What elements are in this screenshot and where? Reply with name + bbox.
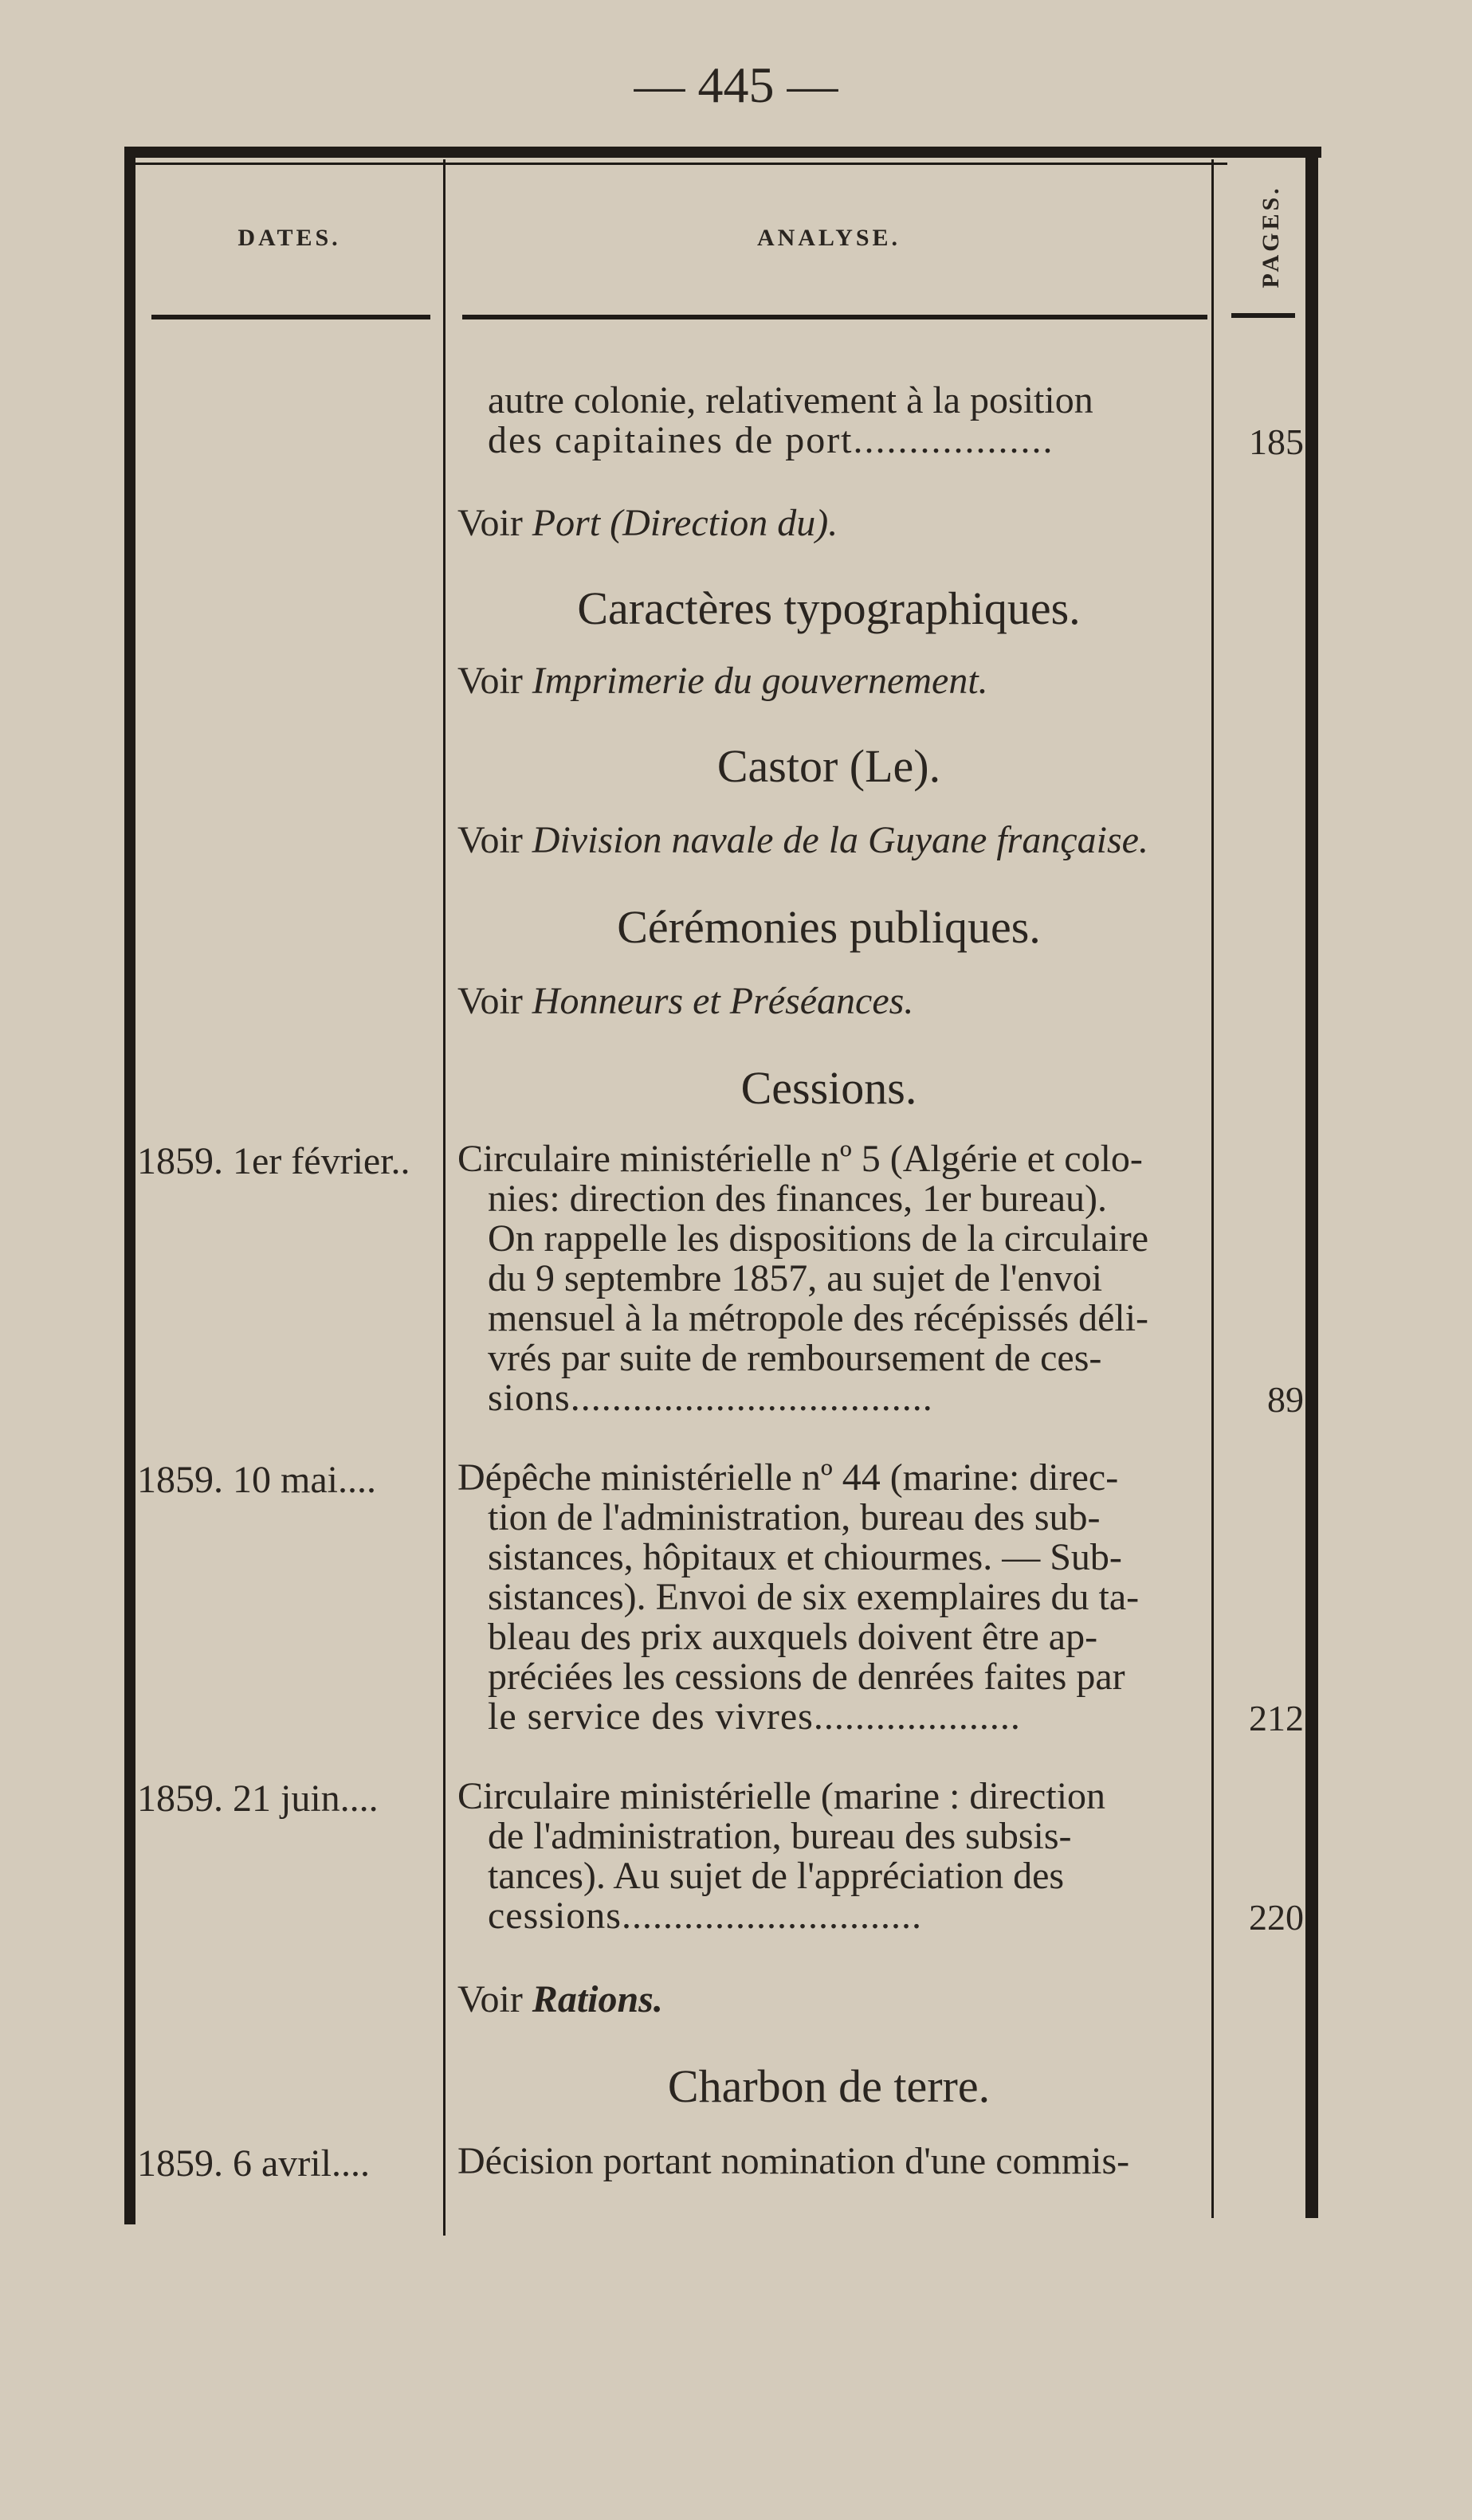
entry-date: 1859. 1er février..: [137, 1140, 410, 1182]
entry-line: préciées les cessions de denrées faites par: [488, 1656, 1125, 1698]
entry-line: de l'administration, bureau des subsis-: [488, 1815, 1072, 1857]
entry-line: sions...................................: [488, 1377, 933, 1419]
column-divider-dates: [443, 159, 446, 2236]
entry-line: bleau des prix auxquels doivent être ap-: [488, 1616, 1098, 1658]
section-heading: Caractères typographiques.: [577, 582, 1081, 634]
see-also-ref: Rations.: [532, 1978, 663, 2020]
continuation-line: des capitaines de port..................: [488, 419, 1054, 461]
entry-line: sistances, hôpitaux et chiourmes. — Sub-: [488, 1536, 1122, 1578]
see-also: Voir Honneurs et Préséances.: [457, 980, 914, 1022]
entry-date: 1859. 10 mai....: [137, 1459, 376, 1501]
see-also-ref: Port (Direction du).: [532, 502, 838, 544]
entry-line: nies: direction des finances, 1er bureau).: [488, 1178, 1108, 1220]
table-right-border: [1305, 147, 1318, 2218]
entry-line: Décision portant nomination d'une commis-: [457, 2140, 1130, 2182]
see-also-ref: Honneurs et Préséances.: [532, 980, 914, 1022]
entry-line: mensuel à la métropole des récépissés déli-: [488, 1297, 1149, 1339]
table-top-rule: [128, 147, 1321, 158]
entry-line: le service des vivres....................: [488, 1695, 1021, 1738]
entry-line: On rappelle les dispositions de la circulaire: [488, 1217, 1149, 1260]
header-underline-pages: [1231, 313, 1295, 318]
continuation-line: autre colonie, relativement à la position: [488, 379, 1093, 421]
entry-line: Circulaire ministérielle (marine : direction: [457, 1775, 1106, 1817]
header-analyse: ANALYSE.: [756, 225, 901, 251]
entry-date: 1859. 21 juin....: [137, 1777, 379, 1820]
header-underline-dates: [151, 315, 430, 319]
see-also: Voir Division navale de la Guyane française.: [457, 819, 1148, 861]
page-reference: 89: [1267, 1379, 1304, 1420]
column-divider-pages: [1211, 159, 1214, 2218]
see-also: Voir Rations.: [457, 1978, 663, 2020]
page-reference: 185: [1249, 421, 1304, 462]
see-also: Voir Imprimerie du gouvernement.: [457, 660, 988, 702]
header-pages: PAGES.: [1258, 185, 1284, 288]
entry-line: tion de l'administration, bureau des sub-: [488, 1496, 1101, 1538]
section-heading: Cérémonies publiques.: [617, 901, 1041, 953]
section-heading: Castor (Le).: [716, 740, 941, 792]
entry-line: vrés par suite de remboursement de ces-: [488, 1337, 1102, 1379]
entry-line: Dépêche ministérielle nº 44 (marine: direc-: [457, 1456, 1119, 1499]
header-underline-analyse: [462, 315, 1207, 319]
see-also-ref: Imprimerie du gouvernement.: [532, 660, 988, 702]
table-left-border: [124, 147, 135, 2224]
section-heading: Cessions.: [740, 1062, 917, 1114]
entry-date: 1859. 6 avril....: [137, 2142, 370, 2185]
table-top-rule-thin: [128, 163, 1227, 165]
entry-line: cessions.............................: [488, 1895, 922, 1937]
header-dates: DATES.: [237, 225, 341, 251]
entry-line: du 9 septembre 1857, au sujet de l'envoi: [488, 1257, 1103, 1299]
entry-line: tances). Au sujet de l'appréciation des: [488, 1855, 1065, 1897]
section-heading: Charbon de terre.: [667, 2060, 991, 2112]
entry-line: Circulaire ministérielle nº 5 (Algérie et colo-: [457, 1138, 1143, 1180]
entry-line: sistances). Envoi de six exemplaires du ta-: [488, 1576, 1140, 1618]
see-also-ref: Division navale de la Guyane française.: [532, 819, 1148, 861]
page-reference: 220: [1249, 1897, 1304, 1938]
page-number: — 445 —: [634, 57, 838, 113]
page-reference: 212: [1249, 1698, 1304, 1738]
see-also: Voir Port (Direction du).: [457, 502, 838, 544]
